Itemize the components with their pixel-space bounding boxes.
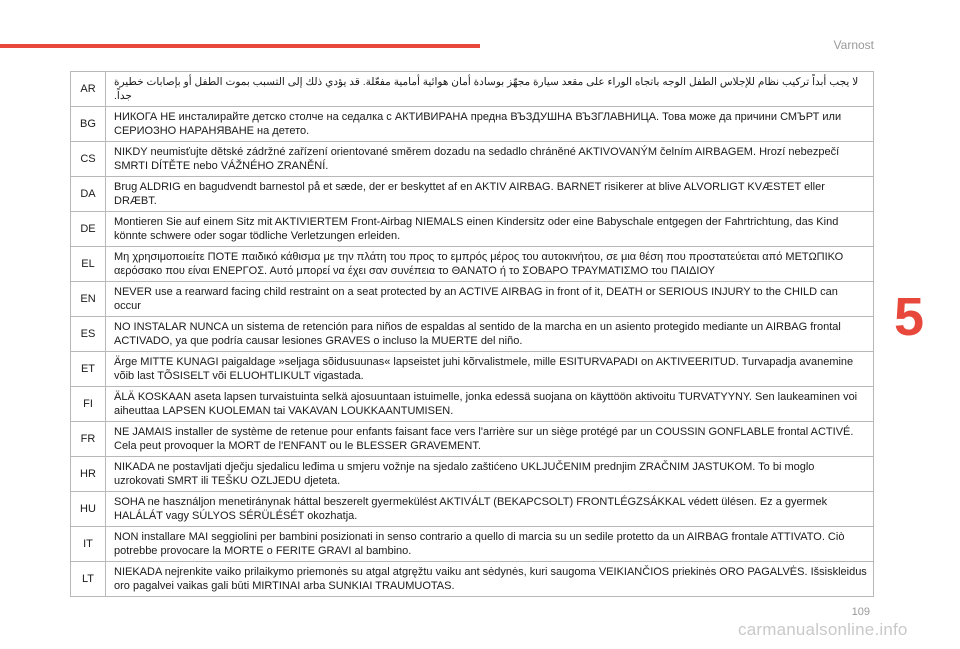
language-code: ES [71, 317, 106, 352]
header-accent-bar [0, 44, 480, 48]
language-code: FI [71, 387, 106, 422]
warning-text: Montieren Sie auf einem Sitz mit AKTIVIERTEM Front-Airbag NIEMALS einen Kindersitz oder eine Babyschale entgegen der Fahrtrichtung, das Kind könnte schwere oder sogar tödliche Verletzungen erleiden. [106, 212, 874, 247]
warning-row-hu [71, 492, 874, 527]
language-code: DA [71, 177, 106, 212]
warning-text: NON installare MAI seggiolini per bambini posizionati in senso contrario a quello di marcia su un sedile protetto da un AIRBAG frontale ATTIVATO. Ciò potrebbe provocare la MORTE o FERITE GRAVI al bambino. [106, 527, 874, 562]
page-number: 109 [851, 606, 870, 618]
warning-text: НИКОГА НЕ инсталирайте детско столче на седалка с АКТИВИРАНА предна ВЪЗДУШНА ВЪЗГЛАВНИЦА. Това може да причини СМЪРТ или СЕРИОЗНО НАРАНЯВАНЕ на детето. [106, 107, 874, 142]
warning-text: NIEKADA nejrenkite vaiko prilaikymo priemonės su atgal atgręžtu vaiku ant sėdynės, kuri saugoma VEIKIANČIOS priekinės ORO PAGALVĖS. Išsiskleidus oro pagalvei vaikas gali būti MIRTINAI arba SUNKIAI TRAUMUOTAS. [106, 562, 874, 597]
warning-text: NE JAMAIS installer de système de retenue pour enfants faisant face vers l'arrière sur un siège protégé par un COUSSIN GONFLABLE frontal ACTIVÉ. Cela peut provoquer la MORT de l'ENFANT ou le BLESSER GRAVEMENT. [106, 422, 874, 457]
warning-row-fr [71, 422, 874, 457]
language-code: LT [71, 562, 106, 597]
warning-row-es [71, 317, 874, 352]
warning-row-en [71, 282, 874, 317]
warning-text: NEVER use a rearward facing child restraint on a seat protected by an ACTIVE AIRBAG in front of it, DEATH or SERIOUS INJURY to the CHILD can occur [106, 282, 874, 317]
warning-text: Brug ALDRIG en bagudvendt barnestol på et sæde, der er beskyttet af en AKTIV AIRBAG. BARNET risikerer at blive ALVORLIGT KVÆSTET eller DRÆBT. [106, 177, 874, 212]
chapter-number: 5 [894, 287, 925, 347]
warning-row-ar [71, 72, 874, 107]
warning-text: ÄLÄ KOSKAAN aseta lapsen turvaistuinta selkä ajosuuntaan istuimelle, jonka edessä suojana on käyttöön aktivoitu TURVATYYNY. Sen laukeaminen voi aiheuttaa LAPSEN KUOLEMAN tai VAKAVAN LOUKKAANTUMISEN. [106, 387, 874, 422]
section-title: Varnost [833, 38, 874, 52]
warning-text: SOHA ne használjon menetiránynak háttal beszerelt gyermekülést AKTIVÁLT (BEKAPCSOLT) FRONTLÉGZSÁKKAL védett ülésen. Ez a gyermek HALÁLÁT vagy SÚLYOS SÉRÜLÉSÉT okozhatja. [106, 492, 874, 527]
warning-text: NIKADA ne postavljati dječju sjedalicu leđima u smjeru vožnje na sjedalo zaštićeno UKLJUČENIM prednjim ZRAČNIM JASTUKOM. To bi moglo uzrokovati SMRT ili TEŠKU OZLJEDU djeteta. [106, 457, 874, 492]
language-code: FR [71, 422, 106, 457]
warning-row-it [71, 527, 874, 562]
warning-text: NO INSTALAR NUNCA un sistema de retención para niños de espaldas al sentido de la marcha en un asiento protegido mediante un AIRBAG frontal ACTIVADO, ya que podría causar lesiones GRAVES o incluso la MUERTE del niño. [106, 317, 874, 352]
warning-row-et [71, 352, 874, 387]
warning-row-lt [71, 562, 874, 597]
warning-text: لا يجب أبداً تركيب نظام للإجلاس الطفل الوجه باتجاه الوراء على مقعد سيارة مجهّز بوسادة أمان هوائية أمامية مفعّلة. قد يؤدي ذلك إلى التسبب بموت الطفل أو بإصابات خطيرة جداً. [106, 72, 874, 107]
warning-row-el [71, 247, 874, 282]
language-code: HU [71, 492, 106, 527]
warning-text: NIKDY neumisťujte dětské zádržné zařízení orientované směrem dozadu na sedadlo chráněné AKTIVOVANÝM čelním AIRBAGEM. Hrozí nebezpečí SMRTI DÍTĚTE nebo VÁŽNÉHO ZRANĚNÍ. [106, 142, 874, 177]
warning-row-hr [71, 457, 874, 492]
language-code: BG [71, 107, 106, 142]
watermark: carmanualsonline.info [738, 620, 908, 639]
language-code: IT [71, 527, 106, 562]
language-code: EN [71, 282, 106, 317]
language-code: HR [71, 457, 106, 492]
warning-row-cs [71, 142, 874, 177]
language-code: ET [71, 352, 106, 387]
language-code: EL [71, 247, 106, 282]
warning-text: Μη χρησιμοποιείτε ΠΟΤΕ παιδικό κάθισμα με την πλάτη του προς το εμπρός μέρος του αυτοκινήτου, σε μια θέση που προστατεύεται από ΜΕΤΩΠΙΚΟ αερόσακο που είναι ΕΝΕΡΓΟΣ. Αυτό μπορεί να έχει σαν συνέπεια το ΘΑΝΑΤΟ ή το ΣΟΒΑΡΟ ΤΡΑΥΜΑΤΙΣΜΟ του ΠΑΙΔΙΟΥ [106, 247, 874, 282]
language-code: AR [71, 72, 106, 107]
warning-row-bg [71, 107, 874, 142]
language-code: DE [71, 212, 106, 247]
warning-text: Ärge MITTE KUNAGI paigaldage »seljaga sõidusuunas« lapseistet juhi kõrvalistmele, mille ESITURVAPADI on AKTIVEERITUD. Turvapadja avanemine võib last TÕSISELT või ELUOHTLIKULT vigastada. [106, 352, 874, 387]
warning-row-da [71, 177, 874, 212]
airbag-warning-table [70, 71, 874, 597]
warning-row-de [71, 212, 874, 247]
warning-row-fi [71, 387, 874, 422]
language-code: CS [71, 142, 106, 177]
